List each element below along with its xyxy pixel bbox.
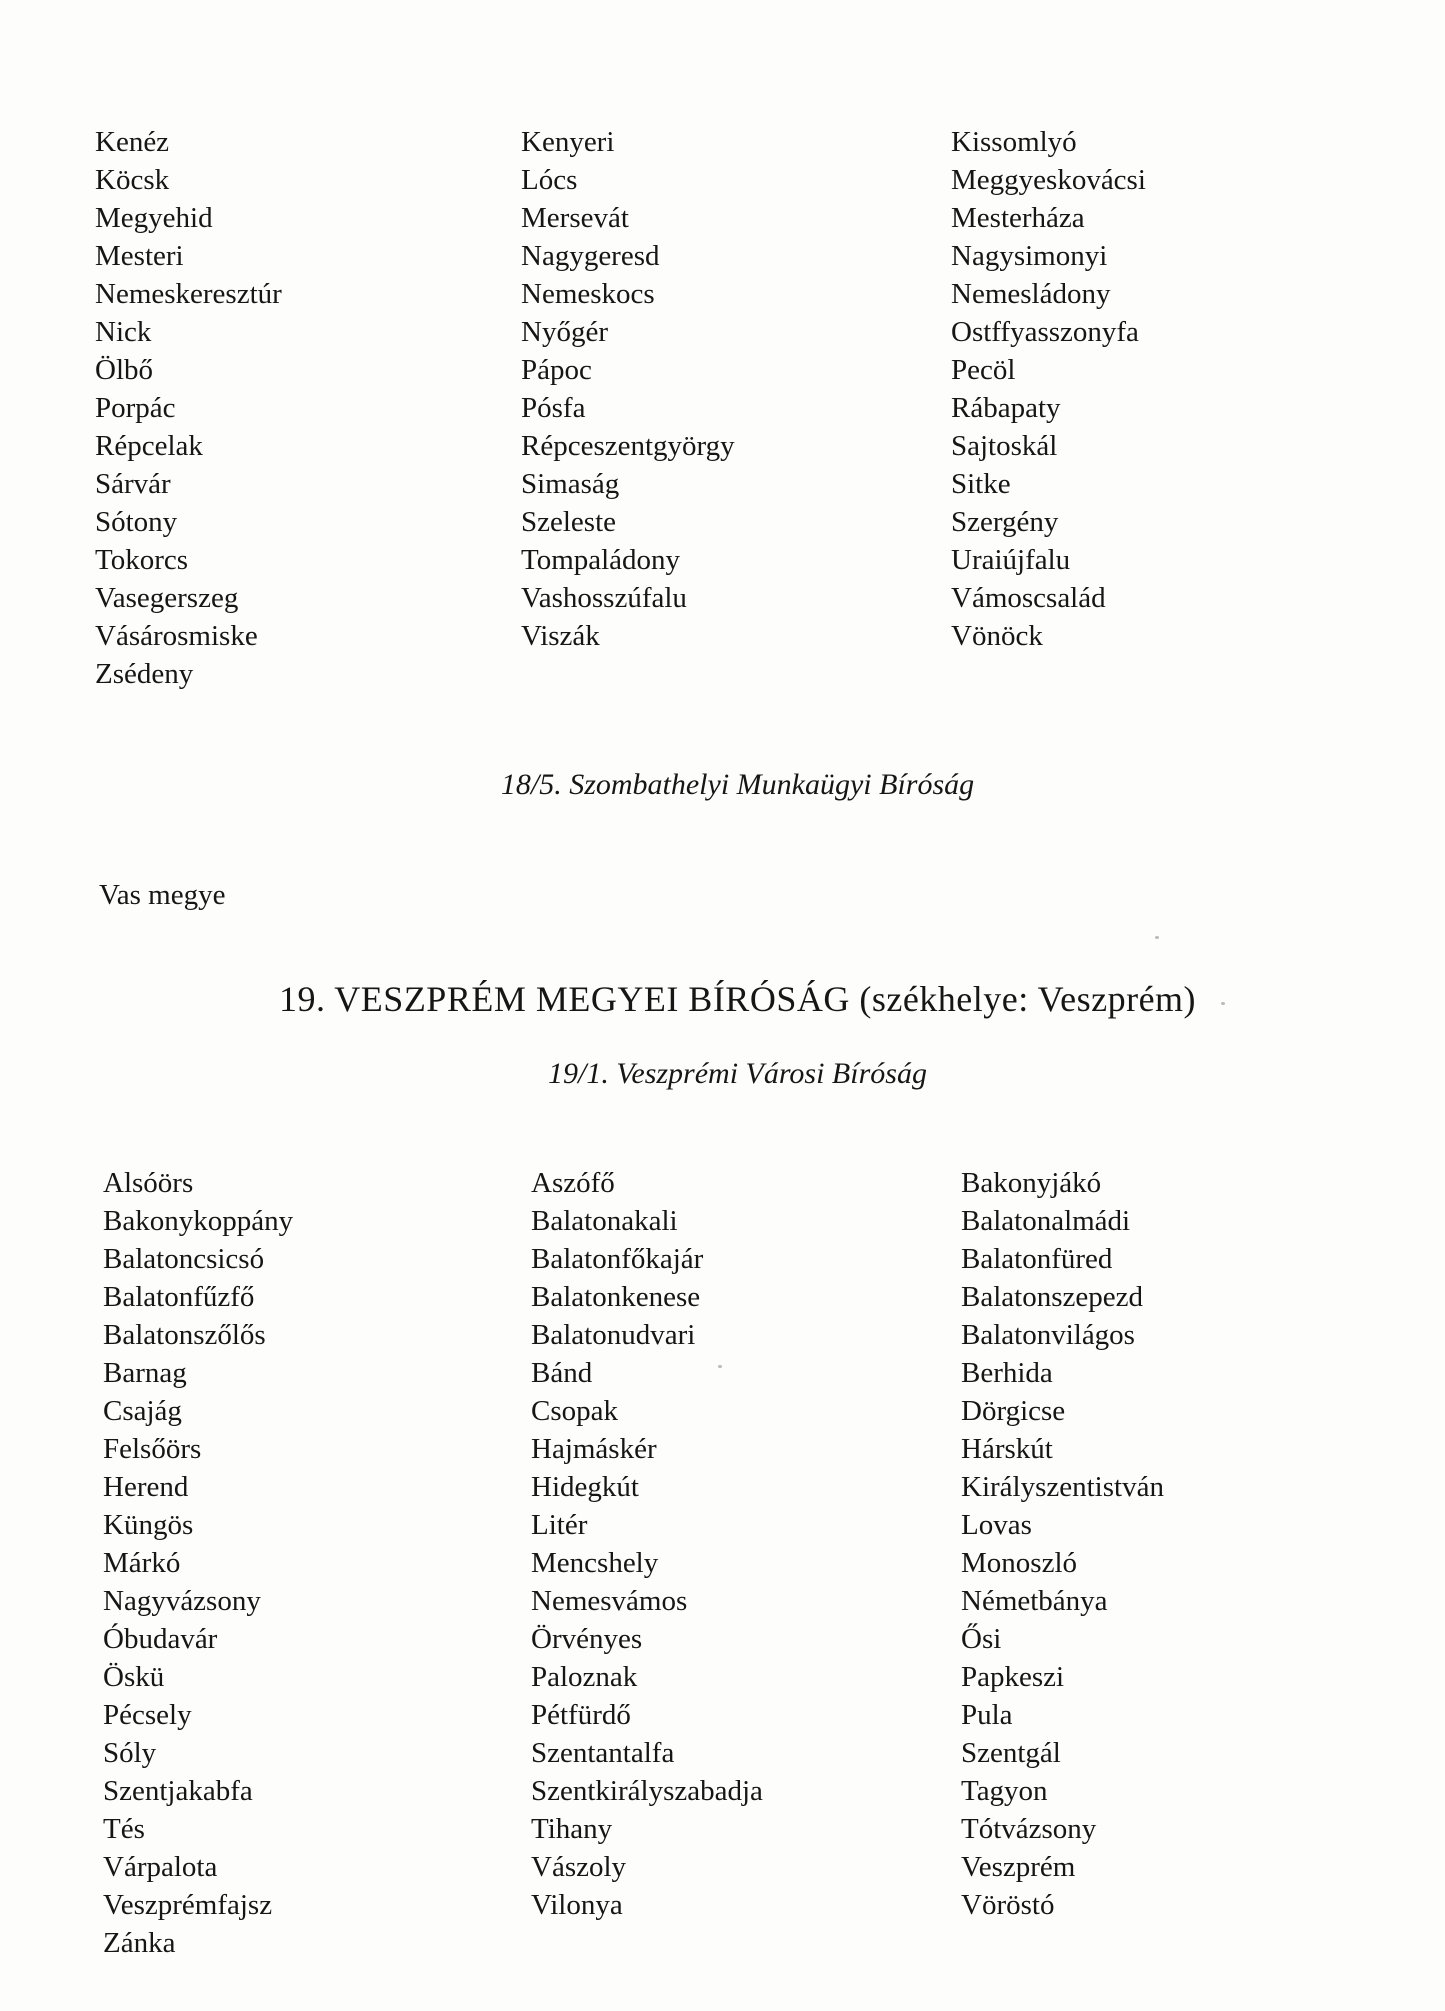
municipality-item: Megyehid (95, 202, 213, 234)
municipality-item: Tés (103, 1813, 145, 1845)
municipality-item: Simaság (521, 468, 620, 500)
municipality-item: Sárvár (95, 468, 171, 500)
scan-speck (1221, 1002, 1225, 1005)
municipality-item: Várpalota (103, 1851, 218, 1883)
municipality-item: Balatoncsicsó (103, 1243, 265, 1275)
municipality-item: Lovas (961, 1509, 1032, 1541)
municipality-item: Sajtoskál (951, 430, 1058, 462)
municipality-item: Szeleste (521, 506, 617, 538)
municipality-item: Nagygeresd (521, 240, 660, 272)
municipality-item: Vönöck (951, 620, 1043, 652)
municipality-item: Balatonfőkajár (531, 1243, 704, 1275)
municipality-item: Viszák (521, 620, 600, 652)
municipality-item: Pápoc (521, 354, 592, 386)
municipality-item: Tagyon (961, 1775, 1048, 1807)
municipality-item: Balatonalmádi (961, 1205, 1131, 1237)
municipality-item: Veszprémfajsz (103, 1889, 273, 1921)
municipality-item: Ostffyasszonyfa (951, 316, 1139, 348)
municipality-item: Vilonya (531, 1889, 623, 1921)
municipality-item: Mesterháza (951, 202, 1085, 234)
municipality-item: Balatonszőlős (103, 1319, 266, 1351)
municipality-item: Zsédeny (95, 658, 194, 690)
municipality-item: Kenyeri (521, 126, 615, 158)
city-court-subheading: 19/1. Veszprémi Városi Bíróság (548, 1057, 927, 1090)
municipality-item: Sótony (95, 506, 178, 538)
municipality-item: Balatonkenese (531, 1281, 701, 1313)
municipality-item: Aszófő (531, 1167, 615, 1199)
municipality-item: Vashosszúfalu (521, 582, 687, 614)
municipality-column-1 (103, 1164, 293, 1962)
municipality-item: Szentgál (961, 1737, 1061, 1769)
municipality-item: Sitke (951, 468, 1011, 500)
municipality-item: Nemeskocs (521, 278, 655, 310)
municipality-item: Alsóörs (103, 1167, 194, 1199)
municipality-item: Balatonakali (531, 1205, 678, 1237)
municipality-item: Hidegkút (531, 1471, 639, 1503)
municipality-item: Dörgicse (961, 1395, 1066, 1427)
municipality-item: Németbánya (961, 1585, 1108, 1617)
municipality-item: Felsőörs (103, 1433, 202, 1465)
municipality-item: Szentjakabfa (103, 1775, 253, 1807)
municipality-item: Szentkirályszabadja (531, 1775, 763, 1807)
municipality-item: Balatonvilágos (961, 1319, 1135, 1351)
municipality-item: Márkó (103, 1547, 181, 1579)
municipality-item: Meggyeskovácsi (951, 164, 1146, 196)
municipality-item: Nemesvámos (531, 1585, 688, 1617)
municipality-item: Monoszló (961, 1547, 1077, 1579)
municipality-column-2 (531, 1164, 763, 1924)
municipality-column-3 (961, 1164, 1164, 1924)
municipality-item: Porpác (95, 392, 176, 424)
municipality-item: Szentantalfa (531, 1737, 675, 1769)
municipality-item: Balatonfüred (961, 1243, 1113, 1275)
municipality-item: Uraiújfalu (951, 544, 1071, 576)
municipality-item: Csajág (103, 1395, 182, 1427)
municipality-item: Papkeszi (961, 1661, 1065, 1693)
municipality-item: Ősi (961, 1623, 1002, 1655)
municipality-item: Nemesládony (951, 278, 1111, 310)
municipality-item: Óbudavár (103, 1623, 218, 1655)
municipality-item: Nyőgér (521, 316, 608, 348)
county-label: Vas megye (99, 879, 226, 911)
municipality-item: Bakonykoppány (103, 1205, 294, 1237)
municipality-item: Litér (531, 1509, 588, 1541)
municipality-item: Répceszentgyörgy (521, 430, 735, 462)
county-court-heading: 19. VESZPRÉM MEGYEI BÍRÓSÁG (székhelye: Veszprém) (278, 979, 1197, 1019)
municipality-item: Tótvázsony (961, 1813, 1097, 1845)
municipality-item: Veszprém (961, 1851, 1076, 1883)
municipality-item: Sóly (103, 1737, 157, 1769)
municipality-item: Bánd (531, 1357, 593, 1389)
municipality-item: Nagysimonyi (951, 240, 1108, 272)
municipality-item: Csopak (531, 1395, 618, 1427)
municipality-item: Vászoly (531, 1851, 627, 1883)
municipality-item: Nick (95, 316, 152, 348)
municipality-item: Mersevát (521, 202, 629, 234)
municipality-item: Balatonszepezd (961, 1281, 1143, 1313)
municipality-item: Tompaládony (521, 544, 681, 576)
municipality-item: Rábapaty (951, 392, 1061, 424)
municipality-item: Pósfa (521, 392, 586, 424)
municipality-item: Kenéz (95, 126, 170, 158)
municipality-item: Mesteri (95, 240, 184, 272)
municipality-item: Paloznak (531, 1661, 638, 1693)
municipality-item: Bakonyjákó (961, 1167, 1102, 1199)
municipality-item: Vásárosmiske (95, 620, 258, 652)
municipality-column-3 (951, 123, 1146, 655)
municipality-item: Pécsely (103, 1699, 192, 1731)
municipality-column-2 (521, 123, 735, 655)
municipality-item: Hárskút (961, 1433, 1053, 1465)
municipality-item: Pétfürdő (531, 1699, 631, 1731)
municipality-item: Répcelak (95, 430, 203, 462)
scan-speck (1155, 936, 1159, 939)
municipality-item: Pecöl (951, 354, 1016, 386)
municipality-item: Balatonudvari (531, 1319, 696, 1351)
municipality-item: Királyszentistván (961, 1471, 1164, 1503)
municipality-item: Vámoscsalád (951, 582, 1106, 614)
municipality-item: Küngös (103, 1509, 194, 1541)
municipality-item: Ölbő (95, 354, 153, 386)
municipality-item: Örvényes (531, 1623, 643, 1655)
municipality-item: Tokorcs (95, 544, 189, 576)
municipality-item: Nemeskeresztúr (95, 278, 282, 310)
municipality-item: Pula (961, 1699, 1013, 1731)
municipality-item: Herend (103, 1471, 189, 1503)
municipality-item: Mencshely (531, 1547, 659, 1579)
municipality-item: Tihany (531, 1813, 613, 1845)
municipality-item: Hajmáskér (531, 1433, 657, 1465)
labor-court-heading: 18/5. Szombathelyi Munkaügyi Bíróság (500, 768, 975, 801)
municipality-item: Berhida (961, 1357, 1053, 1389)
scan-speck (718, 1365, 722, 1368)
municipality-item: Nagyvázsony (103, 1585, 261, 1617)
municipality-item: Vöröstó (961, 1889, 1055, 1921)
municipality-item: Köcsk (95, 164, 170, 196)
municipality-column-1 (95, 123, 282, 693)
municipality-item: Öskü (103, 1661, 165, 1693)
municipality-item: Kissomlyó (951, 126, 1077, 158)
municipality-item: Lócs (521, 164, 578, 196)
municipality-item: Barnag (103, 1357, 187, 1389)
municipality-item: Szergény (951, 506, 1059, 538)
municipality-item: Vasegerszeg (95, 582, 239, 614)
municipality-item: Balatonfűzfő (103, 1281, 255, 1313)
municipality-item: Zánka (103, 1927, 176, 1959)
